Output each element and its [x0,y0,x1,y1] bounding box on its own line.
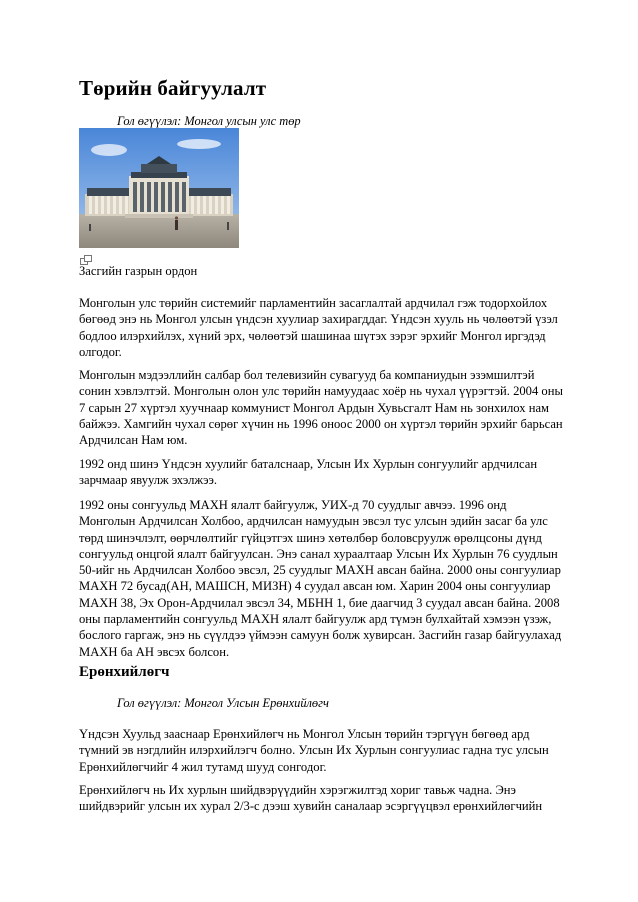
paragraph-president-veto: Ерөнхийлөгч нь Их хурлын шийдвэрүүдийн хэрэгжилтэд хориг тавьж чадна. Энэ шийдвэрийг улсын их хурал 2/3-с дээш хувийн саналаар эсэргүүцвэл ерөнхийлөгчийн [79,783,543,814]
paragraph-constitution-1992: 1992 онд шинэ Үндсэн хуулийг баталснаар, Улсын Их Хурлын сонгуулийг ардчилсан зарчмаар явуулж эхэлжээ. [79,457,538,488]
page-title: Төрийн байгуулалт [79,76,267,100]
section-title-president: Ерөнхийлөгч [79,664,170,680]
president-article-note: Гол өгүүлэл: Монгол Улсын Ерөнхийлөгч [117,696,329,710]
paragraph-president-role: Үндсэн Хуульд зааснаар Ерөнхийлөгч нь Монгол Улсын төрийн тэргүүн бөгөөд ард түмний эв нэгдлийн илэрхийлэгч болно. Улсын Их Хурлын сонгуулиас гадна тус улсын Ерөнхийлөгчийг 4 жил тутамд шууд сонгодог. [79,727,549,774]
paragraph-elections: 1992 оны сонгуульд МАХН ялалт байгуулж, УИХ-д 70 суудлыг авчээ. 1996 онд Монголын Ардчилсан Холбоо, ардчилсан намуудын эвсэл тус улсын эдийн засаг ба улс төрд шинэчлэлт, өөрчлөлтийг гүйцэтгэх шинэ хөтөлбөр боловсруулж өрөлцсоны дүнд сонгуульд онцгой ялалт байгуулсан. Энэ санал хураалтаар Улсын Их Хурлын 76 суудлын 50-ийг нь Ардчилсан Холбоо эвсэл, 25 суудлыг МАХН авсан байна. 2000 оны сонгуулиар МАХН 72 бусад(АН, МАШСН, МИЗН) 4 суудал авсан юм. Харин 2004 оны сонгуулиар МАХН 38, Эх Орон-Ардчилал эвсэл 34, МБНН 1, бие даагчид 3 суудал авсан байна. 2008 оны парламентийн сонгуульд МАХН ялалт байгуулж ард түмэн булхайтай хэмээн үзэж, бослого гаргаж, энэ нь сүүлдээ үймээн самуун болж хувирсан. Засгийн газар байгуулахад МАХН ба АН эвсэх болсон. [79,498,562,659]
government-palace-photo[interactable] [79,128,239,248]
image-caption: Засгийн газрын ордон [79,264,198,278]
paragraph-media-parties: Монголын мэдээллийн салбар бол телевизийн сувагууд ба компаниудын эзэмшилтэй сонин хэвлэлтэй. Монголын олон улс төрийн намуудаас хоёр нь чухал үүрэгтэй. 2004 оны 7 сарын 27 хүртэл хуучнаар коммунист Монгол Ардын Хувьсгалт Нам нь зонхилох нам байжээ. Хамгийн чухал сөрөг хүчин нь 1996 оноос 2000 он хүртэл төрийн эрхийг барьсан Ардчилсан Нам юм. [79,368,563,448]
main-article-note: Гол өгүүлэл: Монгол улсын улс төр [117,114,301,128]
enlarge-icon[interactable] [80,252,92,262]
paragraph-political-system: Монголын улс төрийн системийг парламентийн засаглалтай ардчилал гэж тодорхойлох бөгөөд энэ нь Монгол улсын үндсэн хуулиар захирагддаг. Үндсэн хууль нь чөлөөтэй үзэл бодлоо илэрхийлэх, хүний эрх, чөлөөтэй шашинаа шүтэх зэрэг эрхийг Монгол иргэдэд олгодог. [79,296,558,359]
